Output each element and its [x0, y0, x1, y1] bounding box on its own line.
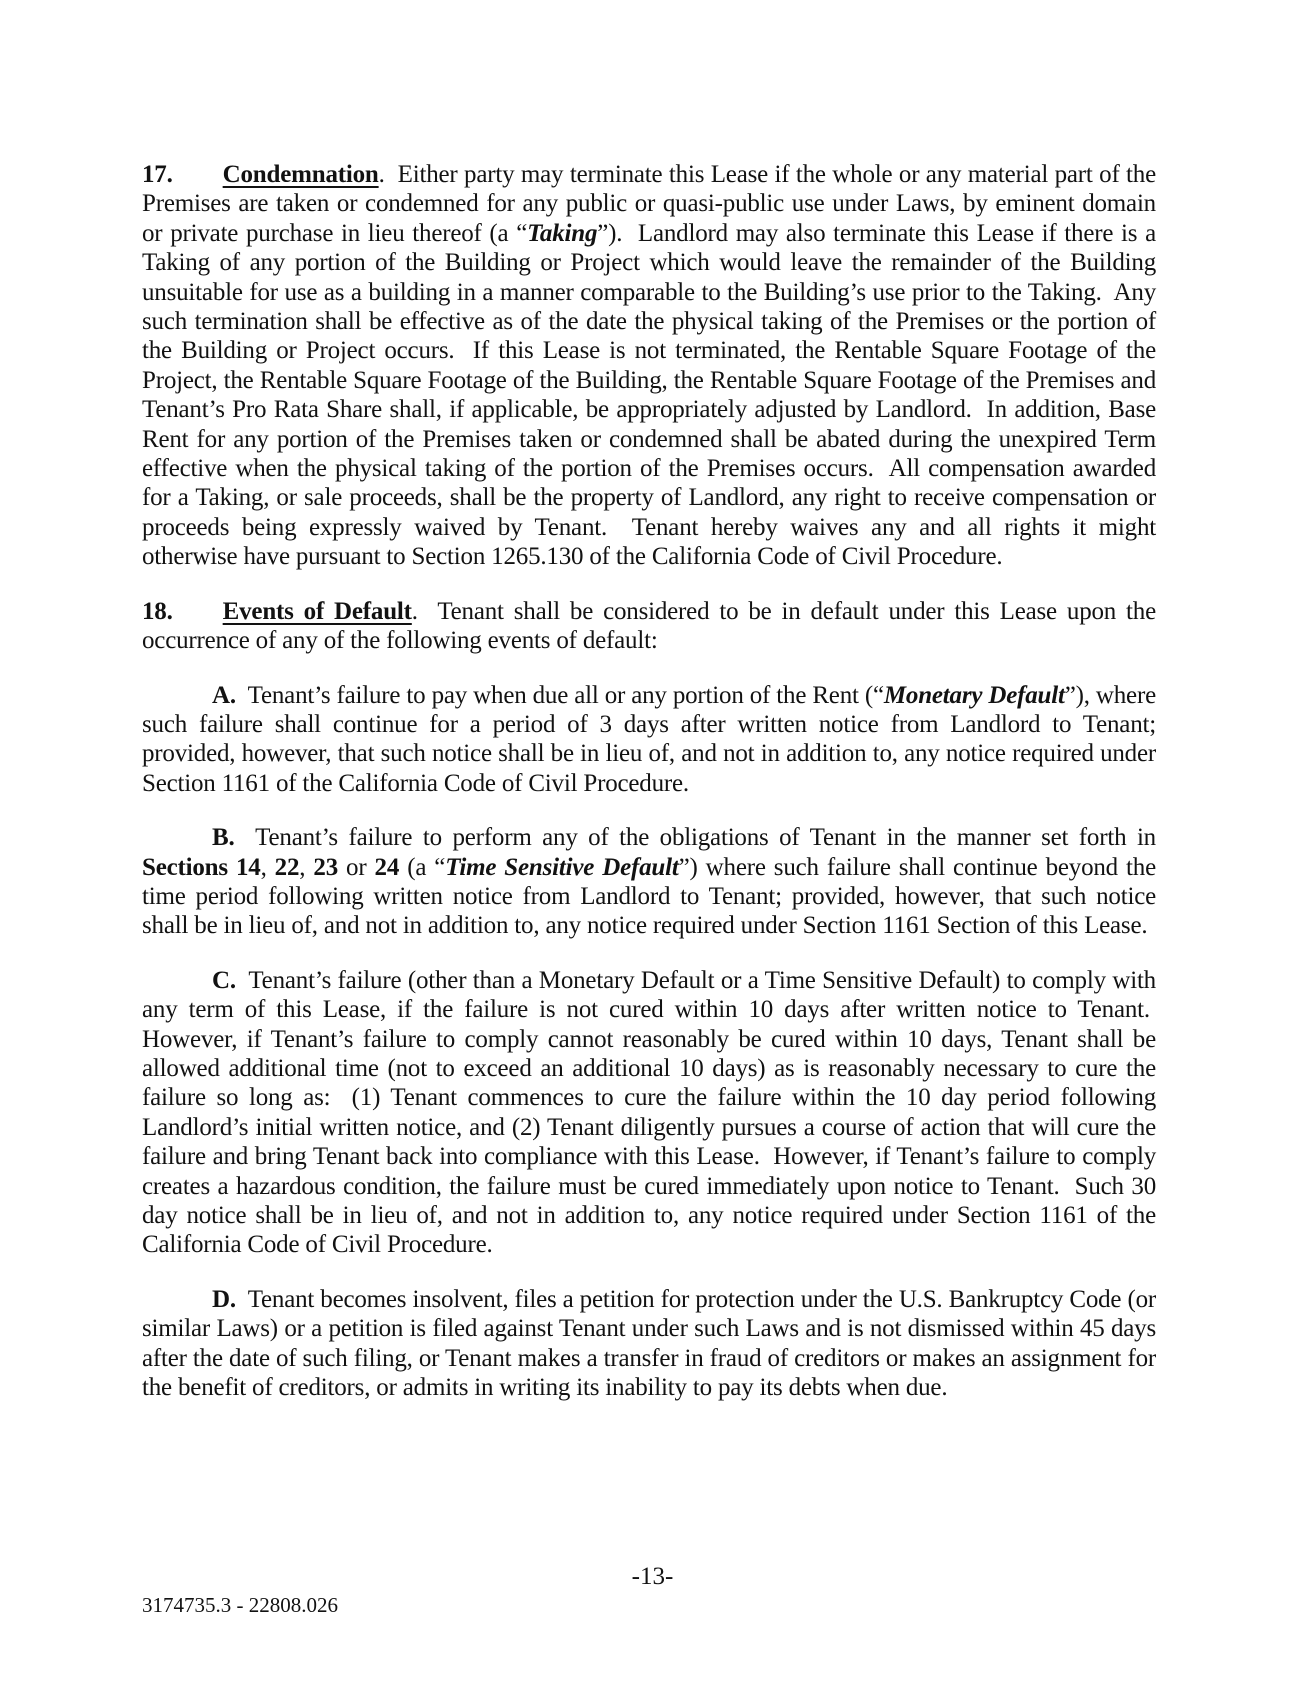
subsection-a-monetary-default: A. Tenant’s failure to pay when due all or any portion of the Rent (“Monetary Default”), where such failure shall continue for a period of 3 days after written notice from Landlord to Tenant; provided, however, that such notice shall be in lieu of, and not in addition to, any notice required under Section 1161 of the California Code of Civil Procedure.	[142, 681, 1156, 797]
page-number: -13-	[631, 1563, 674, 1590]
document-body	[142, 160, 1156, 1402]
section-17-condemnation: 17. Condemnation. Either party may terminate this Lease if the whole or any material part of the Premises are taken or condemned for any public or quasi-public use under Laws, by eminent domain or private purchase in lieu thereof (a “Taking”). Landlord may also terminate this Lease if there is a Taking of any portion of the Building or Project which would leave the remainder of the Building unsuitable for use as a building in a manner comparable to the Building’s use prior to the Taking. Any such termination shall be effective as of the date the physical taking of the Premises or the portion of the Building or Project occurs. If this Lease is not terminated, the Rentable Square Footage of the Project, the Rentable Square Footage of the Building, the Rentable Square Footage of the Premises and Tenant’s Pro Rata Share shall, if applicable, be appropriately adjusted by Landlord. In addition, Base Rent for any portion of the Premises taken or condemned shall be abated during the unexpired Term effective when the physical taking of the portion of the Premises occurs. All compensation awarded for a Taking, or sale proceeds, shall be the property of Landlord, any right to receive compensation or proceeds being expressly waived by Tenant. Tenant hereby waives any and all rights it might otherwise have pursuant to Section 1265.130 of the California Code of Civil Procedure.	[142, 161, 1156, 571]
document-control-number: 3174735.3 - 22808.026	[142, 1593, 338, 1617]
subsection-d-insolvency: D. Tenant becomes insolvent, files a petition for protection under the U.S. Bankruptcy Code (or similar Laws) or a petition is filed against Tenant under such Laws and is not dismissed within 45 days after the date of such filing, or Tenant makes a transfer in fraud of creditors or makes an assignment for the benefit of creditors, or admits in writing its inability to pay its debts when due.	[142, 1285, 1156, 1402]
subsection-b-time-sensitive-default: B. Tenant’s failure to perform any of the obligations of Tenant in the manner set forth in Sections 14, 22, 23 or 24 (a “Time Sensitive Default”) where such failure shall continue beyond the time period following written notice from Landlord to Tenant; provided, however, that such notice shall be in lieu of, and not in addition to, any notice required under Section 1161 Section of this Lease.	[142, 824, 1156, 940]
section-18-events-of-default: 18. Events of Default. Tenant shall be considered to be in default under this Lease upon the occurrence of any of the following events of default:	[142, 597, 1156, 655]
subsection-c-other-default: C. Tenant’s failure (other than a Monetary Default or a Time Sensitive Default) to comply with any term of this Lease, if the failure is not cured within 10 days after written notice to Tenant. However, if Tenant’s failure to comply cannot reasonably be cured within 10 days, Tenant shall be allowed additional time (not to exceed an additional 10 days) as is reasonably necessary to cure the failure so long as: (1) Tenant commences to cure the failure within the 10 day period following Landlord’s initial written notice, and (2) Tenant diligently pursues a course of action that will cure the failure and bring Tenant back into compliance with this Lease. However, if Tenant’s failure to comply creates a hazardous condition, the failure must be cured immediately upon notice to Tenant. Such 30 day notice shall be in lieu of, and not in addition to, any notice required under Section 1161 of the California Code of Civil Procedure.	[142, 966, 1156, 1259]
